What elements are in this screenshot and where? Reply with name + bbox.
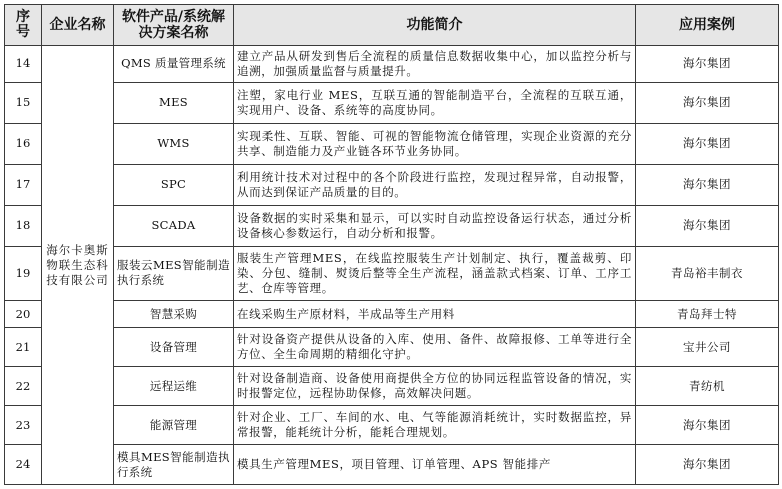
- row-case: 青纺机: [636, 367, 779, 406]
- row-seq: 19: [5, 246, 42, 301]
- row-seq: 14: [5, 46, 42, 83]
- document-page: [4, 4, 778, 485]
- row-description: 模具生产管理MES，项目管理、订单管理、APS 智能排产: [234, 445, 636, 485]
- row-description: 注塑，家电行业 MES，互联互通的智能制造平台，全流程的互联互通，实现用户、设备、系统等的高度协同。: [234, 82, 636, 123]
- row-case: 海尔集团: [636, 445, 779, 485]
- row-product: 设备管理: [114, 328, 234, 367]
- row-case: 海尔集团: [636, 205, 779, 246]
- row-seq: 24: [5, 445, 42, 485]
- row-case: 青岛拜士特: [636, 301, 779, 328]
- table-header-row: [5, 5, 779, 46]
- table-row: [5, 123, 779, 164]
- row-case: 青岛裕丰制衣: [636, 246, 779, 301]
- row-product: SPC: [114, 164, 234, 205]
- row-case: 海尔集团: [636, 164, 779, 205]
- row-case: 海尔集团: [636, 82, 779, 123]
- table-row: [5, 367, 779, 406]
- row-description: 实现柔性、互联、智能、可视的智能物流仓储管理，实现企业资源的充分共享、制造能力及产业链各环节业务协同。: [234, 123, 636, 164]
- table-row: [5, 246, 779, 301]
- table-row: [5, 164, 779, 205]
- row-seq: 20: [5, 301, 42, 328]
- row-description: 针对设备制造商、设备使用商提供全方位的协同远程监管设备的情况，实时报警定位，远程协助保修，高效解决问题。: [234, 367, 636, 406]
- row-product: 能源管理: [114, 406, 234, 445]
- row-seq: 16: [5, 123, 42, 164]
- table-row: [5, 301, 779, 328]
- row-description: 设备数据的实时采集和显示，可以实时自动监控设备运行状态，通过分析设备核心参数运行，自动分析和报警。: [234, 205, 636, 246]
- row-product: WMS: [114, 123, 234, 164]
- row-case: 海尔集团: [636, 46, 779, 83]
- table-row: [5, 445, 779, 485]
- row-description: 针对设备资产提供从设备的入库、使用、备件、故障报修、工单等进行全方位、全生命周期的精细化守护。: [234, 328, 636, 367]
- row-seq: 23: [5, 406, 42, 445]
- row-product: QMS 质量管理系统: [114, 46, 234, 83]
- table-row: [5, 205, 779, 246]
- row-seq: 15: [5, 82, 42, 123]
- row-case: 宝井公司: [636, 328, 779, 367]
- row-description: 建立产品从研发到售后全流程的质量信息数据收集中心，加以监控分析与追溯，加强质量监督与质量提升。: [234, 46, 636, 83]
- row-product: 远程运维: [114, 367, 234, 406]
- header-description: 功能简介: [234, 5, 636, 46]
- row-seq: 18: [5, 205, 42, 246]
- row-product: 模具MES智能制造执行系统: [114, 445, 234, 485]
- row-case: 海尔集团: [636, 123, 779, 164]
- header-company: 企业名称: [42, 5, 114, 46]
- row-product: 服装云MES智能制造执行系统: [114, 246, 234, 301]
- row-product: SCADA: [114, 205, 234, 246]
- header-seq: 序号: [5, 5, 42, 46]
- row-description: 在线采购生产原材料，半成品等生产用料: [234, 301, 636, 328]
- row-seq: 21: [5, 328, 42, 367]
- row-product: 智慧采购: [114, 301, 234, 328]
- table-row: [5, 82, 779, 123]
- row-product: MES: [114, 82, 234, 123]
- header-case: 应用案例: [636, 5, 779, 46]
- row-seq: 22: [5, 367, 42, 406]
- software-products-table: [4, 4, 779, 485]
- table-row: [5, 46, 779, 83]
- row-seq: 17: [5, 164, 42, 205]
- row-description: 服装生产管理MES，在线监控服装生产计划制定、执行，覆盖裁剪、印染、分包、缝制、熨烫后整等全生产流程，涵盖款式档案、订单、工序工艺、仓库等管理。: [234, 246, 636, 301]
- header-product: 软件产品/系统解决方案名称: [114, 5, 234, 46]
- table-row: [5, 328, 779, 367]
- row-description: 针对企业、工厂、车间的水、电、气等能源消耗统计，实时数据监控，异常报警，能耗统计分析，能耗合理规划。: [234, 406, 636, 445]
- row-case: 海尔集团: [636, 406, 779, 445]
- table-row: [5, 406, 779, 445]
- company-name: 海尔卡奥斯物联生态科技有限公司: [42, 46, 114, 485]
- row-description: 利用统计技术对过程中的各个阶段进行监控，发现过程异常，自动报警，从而达到保证产品质量的目的。: [234, 164, 636, 205]
